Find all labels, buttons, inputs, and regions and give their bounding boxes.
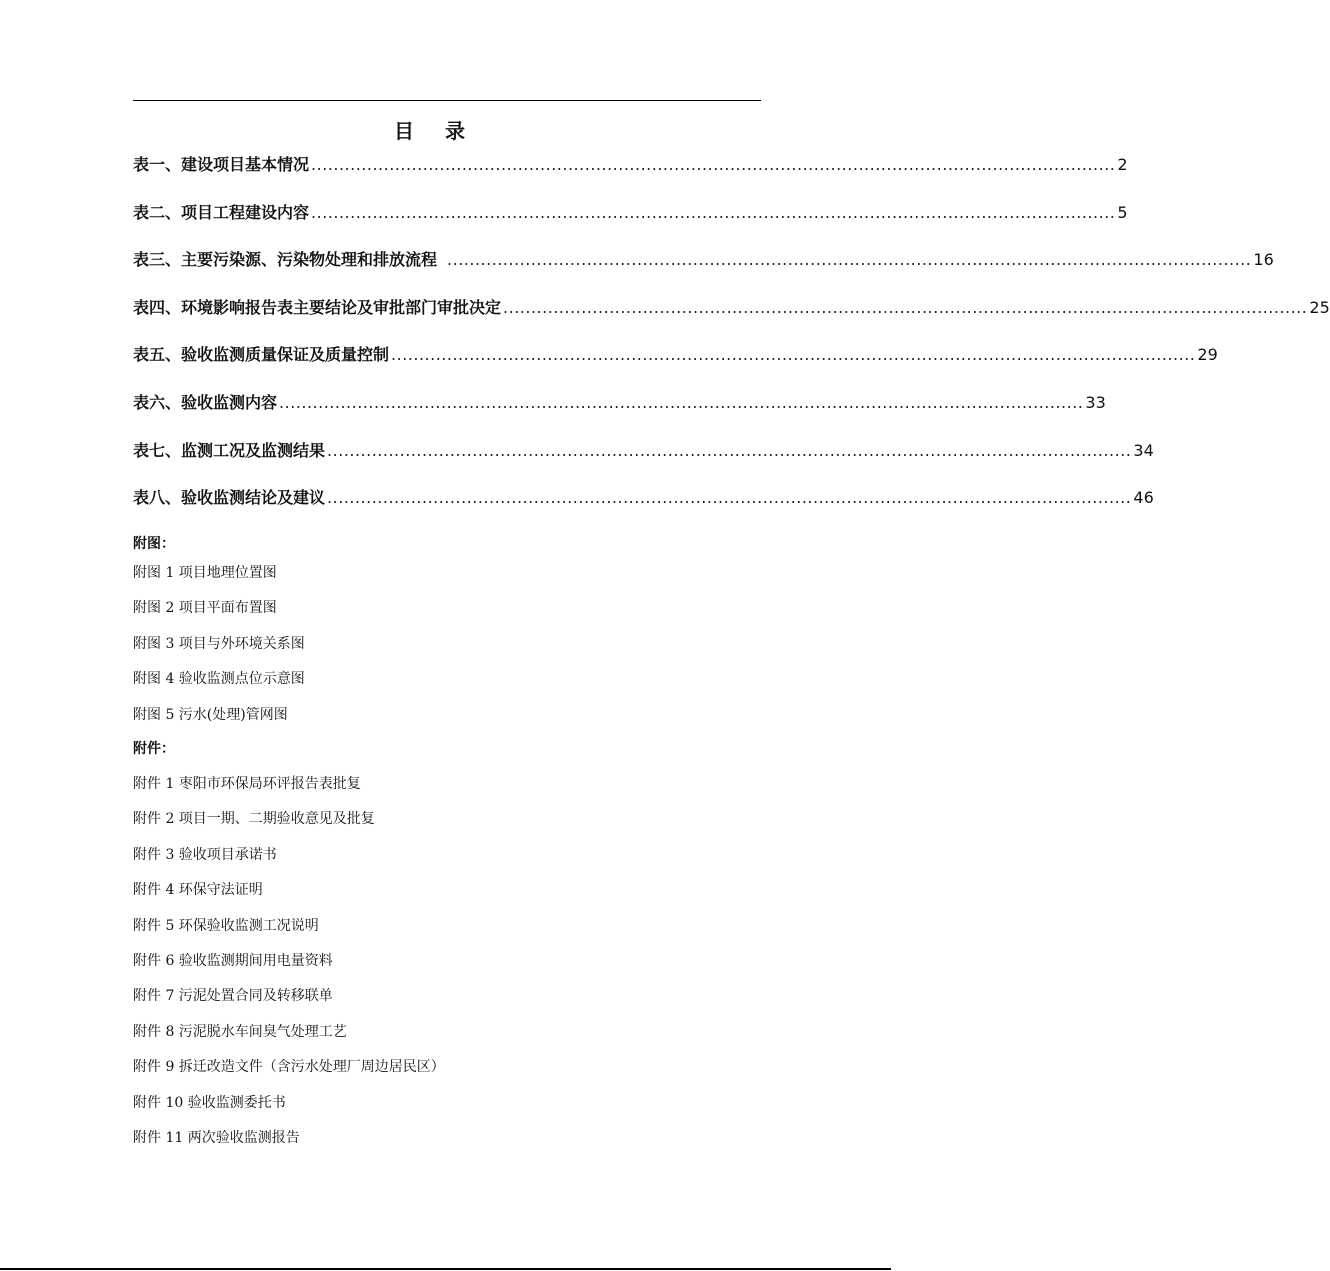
table-of-contents [133,150,1330,531]
toc-leader-dots: ................................................................................................................................................ [327,440,1132,460]
figures-heading: 附图： [133,536,175,552]
figure-item: 附图 4 验收监测点位示意图 [133,671,305,688]
toc-entry-page: 34 [1133,440,1154,460]
toc-entry[interactable] [133,340,1218,388]
toc-entry-label: 表四、环境影响报告表主要结论及审批部门审批决定 [133,297,502,317]
toc-leader-dots: ................................................................................................................................................ [447,250,1252,270]
footer-rule [0,1268,891,1270]
page-title: 目 录 [394,119,477,143]
attachment-item: 附件 5 环保验收监测工况说明 [133,917,319,934]
toc-leader-dots: ................................................................................................................................................ [327,488,1132,508]
toc-entry[interactable] [133,388,1106,436]
attachment-item: 附件 4 环保守法证明 [133,882,263,899]
toc-entry[interactable] [133,150,1128,198]
figure-item: 附图 3 项目与外环境关系图 [133,635,305,652]
toc-entry-label: 表七、监测工况及监测结果 [133,440,326,460]
attachment-item: 附件 1 枣阳市环保局环评报告表批复 [133,776,361,792]
toc-entry-page: 25 [1309,297,1330,317]
figures-list [133,562,753,739]
toc-entry[interactable] [133,198,1128,246]
toc-leader-dots: ................................................................................................................................................ [311,155,1116,174]
toc-entry-page: 29 [1197,345,1218,365]
toc-entry-page: 33 [1085,392,1106,412]
toc-entry-page: 2 [1117,155,1128,174]
toc-leader-dots: ................................................................................................................................................ [279,392,1084,412]
attachment-item: 附件 6 验收监测期间用电量资料 [133,952,333,969]
attachments-list [133,773,753,1162]
figure-item: 附图 2 项目平面布置图 [133,600,277,617]
toc-leader-dots: ................................................................................................................................................ [311,202,1116,222]
figure-item: 附图 1 项目地理位置图 [133,565,277,581]
header-rule [133,100,761,101]
toc-entry-label: 表五、验收监测质量保证及质量控制 [133,345,390,365]
attachment-item: 附件 7 污泥处置合同及转移联单 [133,988,333,1005]
attachment-item: 附件 10 验收监测委托书 [133,1094,286,1111]
toc-entry[interactable] [133,483,1154,531]
toc-entry-label: 表二、项目工程建设内容 [133,202,310,222]
attachments-heading: 附件： [133,741,175,757]
toc-leader-dots: ................................................................................................................................................ [391,345,1196,365]
attachment-item: 附件 3 验收项目承诺书 [133,846,277,863]
attachment-item: 附件 2 项目一期、二期验收意见及批复 [133,811,375,828]
toc-entry-page: 16 [1253,250,1274,270]
toc-entry-label: 表六、验收监测内容 [133,392,278,412]
toc-entry[interactable] [133,436,1154,484]
toc-leader-dots: ................................................................................................................................................ [503,297,1308,317]
toc-entry-page: 46 [1133,488,1154,508]
attachment-item: 附件 11 两次验收监测报告 [133,1129,300,1146]
attachment-item: 附件 9 拆迁改造文件（含污水处理厂周边居民区） [133,1059,445,1076]
toc-entry-page: 5 [1117,202,1128,222]
toc-entry[interactable] [133,293,1330,341]
toc-entry-label: 表三、主要污染源、污染物处理和排放流程 [133,250,438,270]
toc-entry[interactable] [133,245,1274,293]
toc-entry-label: 表一、建设项目基本情况 [133,155,310,174]
figure-item: 附图 5 污水(处理)管网图 [133,706,288,723]
attachment-item: 附件 8 污泥脱水车间臭气处理工艺 [133,1023,347,1040]
toc-entry-label: 表八、验收监测结论及建议 [133,488,326,508]
